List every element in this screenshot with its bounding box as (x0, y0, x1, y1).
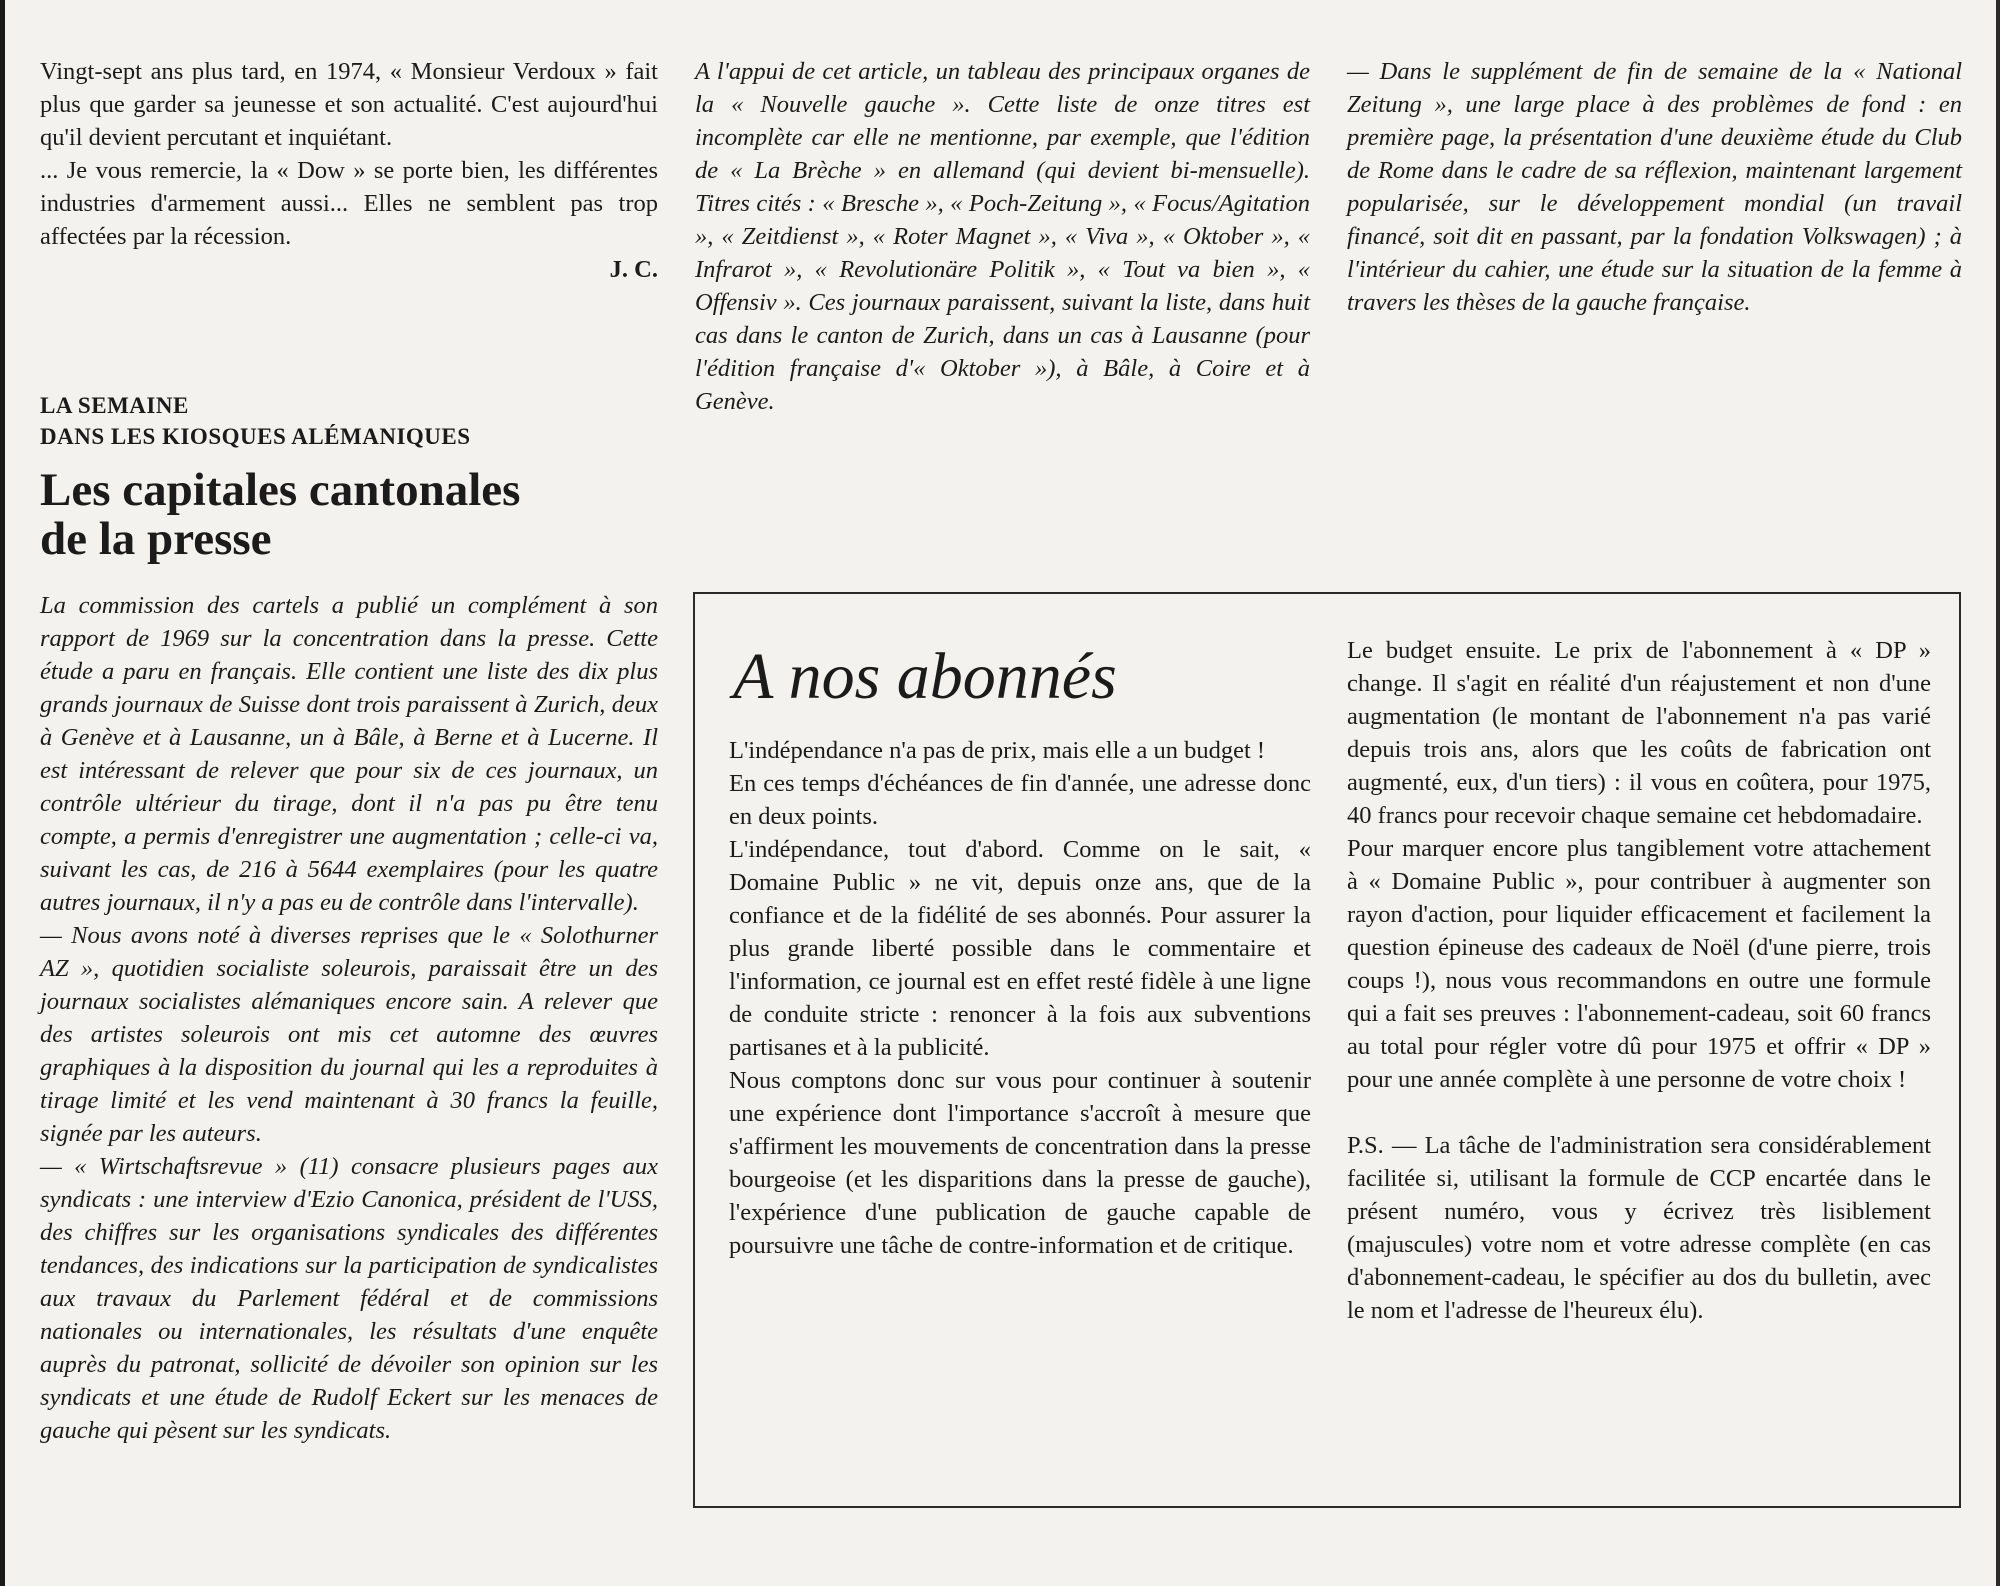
box-postscript: P.S. — La tâche de l'administration sera considérablement facilitée si, utilisant la formule de CCP encartée dans le présent numéro, vous y écrivez très lisiblement (majuscules) votre nom et votre adresse complète (en cas d'abonnement-cadeau, le spécifier au dos du bulletin, avec le nom et l'adresse de l'heureux élu). (1347, 1132, 1931, 1324)
article-headline (40, 466, 658, 564)
article-paragraph-5: — Dans le supplément de fin de semaine de la « National Zeitung », une large place à des problèmes de fond : en première page, la présentation d'une deuxième étude du Club de Rome dans le cadre de sa réflexion, maintenant largement popularisée, sur le développement mondial (un travail financé, soit dit en passant, par la fondation Volkswagen) ; à l'intérieur du cahier, une étude sur la situation de la femme à travers les thèses de la gauche française. (1347, 58, 1962, 316)
kicker-line-1: LA SEMAINE (40, 393, 189, 418)
box-title: A nos abonnés (733, 640, 1117, 713)
author-signature: J. C. (609, 256, 658, 283)
article-paragraph-2: — Nous avons noté à diverses reprises que le « Solothurner AZ », quotidien socialiste soleurois, paraissait être un des journaux socialistes alémaniques encore sain. A relever que des artistes soleurois ont mis cet automne des œuvres graphiques à la disposition du journal qui les a reproduites à tirage limité et les vend maintenant à 30 francs la feuille, signée par les auteurs. (40, 922, 658, 1147)
article-body-start (40, 589, 658, 1447)
column-3 (1347, 55, 1962, 319)
article-kicker (40, 390, 658, 452)
article-paragraph-3: — « Wirtschaftsrevue » (11) consacre plusieurs pages aux syndicats : une interview d'Ezio Canonica, président de l'USS, des chiffres sur les organisations syndicales des différentes tendances, des indications sur la participation de syndicalistes aux travaux du Parlement fédéral et de commissions nationales ou internationales, les résultats d'une enquête auprès du patronat, sollicité de dévoiler son opinion sur les syndicats et une étude de Rudolf Eckert sur les menaces de gauche qui pèsent sur les syndicats. (40, 1153, 658, 1444)
column-2 (695, 55, 1310, 418)
article-paragraph-4: A l'appui de cet article, un tableau des principaux organes de la « Nouvelle gauche ». Cette liste de onze titres est incomplète car elle ne mentionne, par exemple, que l'édition de « La Brèche » en allemand (qui devient bi-mensuelle). Titres cités : « Bresche », « Poch-Zeitung », « Focus/Agitation », « Zeitdienst », « Roter Magnet », « Viva », « Oktober », « Infrarot », « Revolutionäre Politik », « Tout va bien », « Offensiv ». Ces journaux paraissent, suivant la liste, dans huit cas dans le canton de Zurich, dans un cas à Lausanne (pour l'édition française d'« Oktober »), à Bâle, à Coire et à Genève. (695, 58, 1310, 415)
headline-line-1: Les capitales cantonales (40, 464, 521, 516)
box-paragraph-2: En ces temps d'échéances de fin d'année, une adresse donc en deux points. (729, 770, 1311, 830)
subscribers-notice-box (693, 592, 1961, 1508)
box-paragraph-6: Pour marquer encore plus tangiblement votre attachement à « Domaine Public », pour contribuer à augmenter son rayon d'action, pour liquider efficacement et facilement la question épineuse des cadeaux de Noël (d'une pierre, trois coups !), nous vous recommandons en outre une formule qui a fait ses preuves : l'abonnement-cadeau, soit 60 francs au total pour régler votre dû pour 1975 et offrir « DP » pour une année complète à une personne de votre choix ! (1347, 835, 1931, 1093)
box-paragraph-4: Nous comptons donc sur vous pour continuer à soutenir une expérience dont l'importance s'accroît à mesure que s'affirment les mouvements de concentration dans la presse bourgeoise (et les disparitions dans la presse de gauche), l'expérience d'une publication de gauche capable de poursuivre une tâche de contre-information et de critique. (729, 1067, 1311, 1259)
headline-line-2: de la presse (40, 513, 272, 565)
box-paragraph-3: L'indépendance, tout d'abord. Comme on le sait, « Domaine Public » ne vit, depuis onze ans, que de la confiance et de la fidélité de ses abonnés. Pour assurer la plus grande liberté possible dans le commentaire et l'information, ce journal est en effet resté fidèle à une ligne de conduite stricte : renoncer à la fois aux subventions partisanes et à la publicité. (729, 836, 1311, 1061)
intro-paragraph-1: Vingt-sept ans plus tard, en 1974, « Monsieur Verdoux » fait plus que garder sa jeunesse et son actualité. C'est aujourd'hui qu'il devient percutant et inquiétant. (40, 58, 658, 151)
box-column-left (729, 734, 1311, 1262)
column-1 (40, 55, 658, 1447)
box-paragraph-1: L'indépendance n'a pas de prix, mais elle a un budget ! (729, 737, 1266, 764)
intro-paragraph-2: ... Je vous remercie, la « Dow » se porte bien, les différentes industries d'armement aussi... Elles ne semblent pas trop affectées par la récession. (40, 157, 658, 250)
article-paragraph-1: La commission des cartels a publié un complément à son rapport de 1969 sur la concentration dans la presse. Cette étude a paru en français. Elle contient une liste des dix plus grands journaux de Suisse dont trois paraissent à Zurich, deux à Genève et à Lausanne, un à Bâle, à Berne et à Lucerne. Il est intéressant de relever que pour six de ces journaux, un contrôle ultérieur du tirage, dont il n'a pas pu être tenu compte, a permis d'enregistrer une augmentation ; celle-ci va, suivant les cas, de 216 à 5644 exemplaires (pour les quatre autres journaux, il n'y a pas eu de contrôle dans l'intervalle). (40, 592, 658, 916)
box-column-right (1347, 634, 1931, 1327)
kicker-line-2: DANS LES KIOSQUES ALÉMANIQUES (40, 424, 471, 449)
box-paragraph-5: Le budget ensuite. Le prix de l'abonnement à « DP » change. Il s'agit en réalité d'un réajustement et non d'une augmentation (le montant de l'abonnement n'a pas varié depuis trois ans, alors que les coûts de fabrication ont augmenté, eux, d'un tiers) : il vous en coûtera, pour 1975, 40 francs pour recevoir chaque semaine cet hebdomadaire. (1347, 637, 1931, 829)
